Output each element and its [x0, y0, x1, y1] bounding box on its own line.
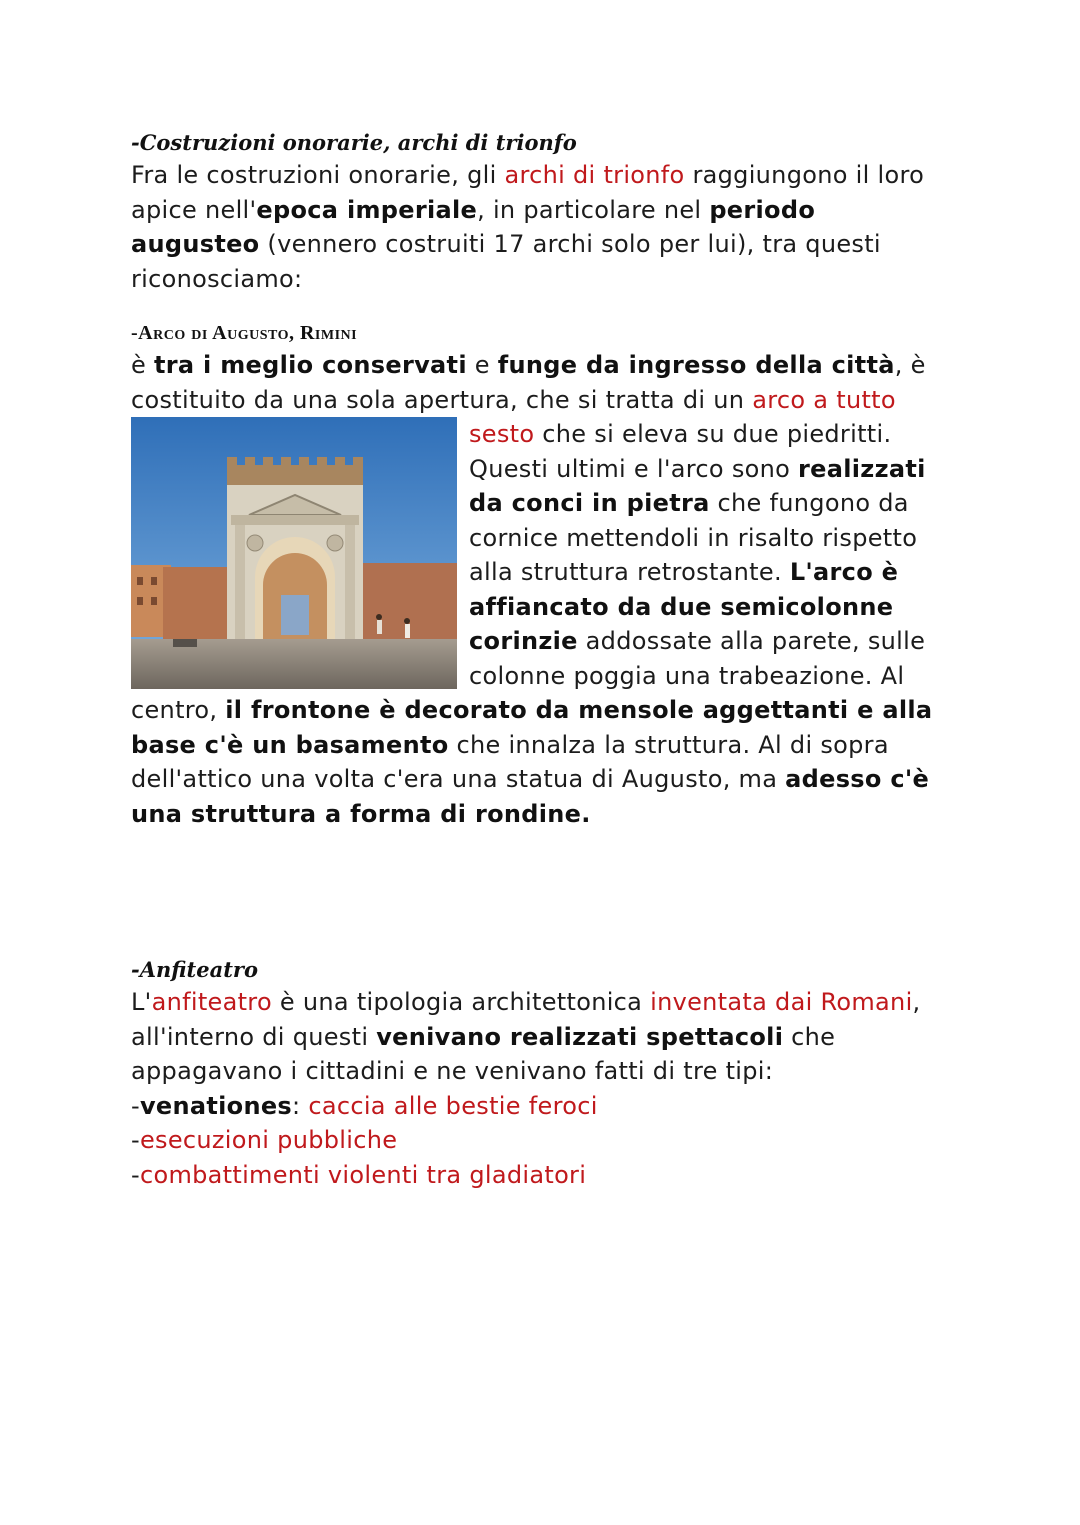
highlight-arco-a-tutto-sesto: arco a tutto sesto: [469, 385, 896, 448]
list-item-esecuzioni: -esecuzioni pubbliche: [131, 1126, 398, 1154]
heading-anfiteatro: -Anfiteatro: [131, 957, 258, 982]
paragraph-arco-description: è tra i meglio conservati e funge da ingresso della città, è costituito da una sola apertura, che si tratta di un arco a tutto sesto che si eleva su due piedritti. Questi ultimi e l'arco sono realizzati da conci in pietra che fungono da cornice mettendoli in risalto rispetto alla struttura retrostante. L'arco è affiancato da due semicolonne corinzie addossate alla parete, sulle colonne poggia una trabeazione. Al centro, il frontone è decorato da mensole aggettanti e alla base c'è un basamento che innalza la struttura. Al di sopra dell'attico una volta c'era una statua di Augusto, ma adesso c'è una struttura a forma di rondine.: [131, 351, 933, 828]
paragraph-archi-intro: Fra le costruzioni onorarie, gli archi di trionfo raggiungono il loro apice nell'epoca imperiale, in particolare nel periodo augusteo (vennero costruiti 17 archi solo per lui), tra questi riconosciamo:: [131, 161, 925, 293]
highlight-archi-di-trionfo: archi di trionfo: [504, 161, 685, 189]
section-anfiteatro: [131, 955, 951, 1192]
list-item-combattimenti: -combattimenti violenti tra gladiatori: [131, 1160, 587, 1189]
arco-di-augusto-photo: [131, 417, 457, 689]
paragraph-anfiteatro: L'anfiteatro è una tipologia architettonica inventata dai Romani, all'interno di questi venivano realizzati spettacoli che appagavano i cittadini e ne venivano fatti di tre tipi:: [131, 988, 921, 1085]
section-archi-di-trionfo: [131, 128, 951, 296]
section-arco-di-augusto: [131, 318, 951, 831]
list-item-venationes: -venationes: caccia alle bestie feroci: [131, 1091, 598, 1120]
bold-periodo-augusteo: periodo augusteo: [131, 195, 816, 258]
bold-epoca-imperiale: epoca imperiale: [256, 195, 478, 224]
heading-arco-di-augusto: -Arco di Augusto, Rimini: [131, 322, 358, 344]
heading-costruzioni-onorarie: -Costruzioni onorarie, archi di trionfo: [131, 130, 577, 155]
